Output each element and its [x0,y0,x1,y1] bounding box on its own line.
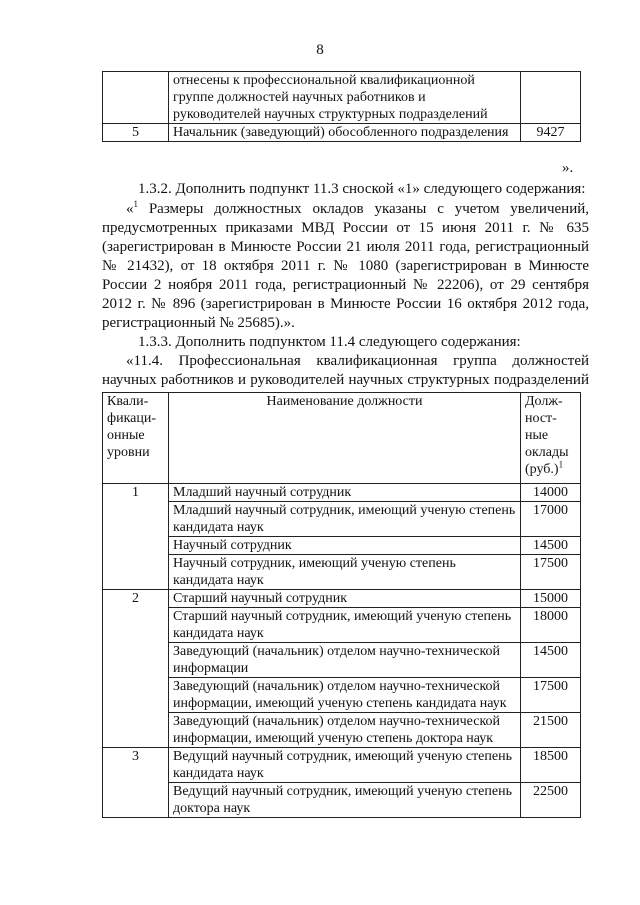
header-salary-text: Долж-ност-ные оклады (руб.) [525,394,569,477]
table-row [103,72,581,124]
level-cell: 5 [103,124,169,142]
position-cell: Начальник (заведующий) обособленного подразделения [169,124,521,142]
header-salary-sup: 1 [558,459,564,470]
footnote-line-1 [126,200,589,219]
paragraph-1-3-3: 1.3.3. Дополнить подпунктом 11.4 следующего содержания: [138,334,521,350]
header-position: Наименование должности [169,393,521,484]
footnote-line-6: 2012 г. № 896 (зарегистрирован в Минюсте России 16 октября 2012 года, [102,296,589,312]
paragraph-1-3-2: 1.3.2. Дополнить подпункт 11.3 сноской «1» следующего содержания: [138,181,586,197]
header-salary [521,393,581,484]
table-row [103,555,581,590]
table-row [103,590,581,608]
position-cell: Научный сотрудник [169,537,521,555]
salary-cell: 17500 [521,555,581,590]
position-cell: Научный сотрудник, имеющий ученую степень кандидата наук [169,555,521,590]
salary-cell: 21500 [521,713,581,748]
position-cell: отнесены к профессиональной квалификационной группе должностей научных работников и руководителей научных структурных подразделений [169,72,521,124]
salary-cell [521,72,581,124]
table-row [103,678,581,713]
table-row [103,783,581,818]
salary-cell: 22500 [521,783,581,818]
footnote-line-2: предусмотренных приказами МВД России от 15 июня 2011 г. № 635 [102,220,589,236]
closing-mark: ». [562,160,574,176]
table-row [103,713,581,748]
footnote-sup: 1 [133,199,138,209]
salary-cell: 15000 [521,590,581,608]
position-cell: Старший научный сотрудник [169,590,521,608]
salary-cell: 9427 [521,124,581,142]
salary-cell: 17500 [521,678,581,713]
position-cell: Ведущий научный сотрудник, имеющий ученую степень доктора наук [169,783,521,818]
level-cell: 2 [103,590,169,748]
top-table [102,71,581,142]
table-header-row [103,393,581,484]
footnote-line-7: регистрационный № 25685).». [102,315,295,331]
position-cell: Ведущий научный сотрудник, имеющий ученую степень кандидата наук [169,748,521,783]
footnote-open-quote: « [126,201,134,217]
table-row [103,537,581,555]
footnote-line-5: России 2 ноября 2011 года, регистрационный № 22206), от 29 сентября [102,277,589,293]
footnote-line-4: № 21432), от 18 октября 2011 г. № 1080 (зарегистрирован в Минюсте [102,258,589,274]
table-row [103,502,581,537]
table-row [103,608,581,643]
salary-cell: 18500 [521,748,581,783]
position-cell: Младший научный сотрудник [169,484,521,502]
position-cell: Младший научный сотрудник, имеющий ученую степень кандидата наук [169,502,521,537]
position-cell: Заведующий (начальник) отделом научно-технической информации, имеющий ученую степень доктора наук [169,713,521,748]
footnote-line-3: (зарегистрирован в Минюсте России 21 июля 2011 года, регистрационный [102,239,589,255]
salary-cell: 14500 [521,643,581,678]
level-cell [103,72,169,124]
page-number: 8 [316,42,324,58]
table-row [103,643,581,678]
table-row [103,124,581,142]
salary-table [102,392,581,818]
footnote-text-1: Размеры должностных окладов указаны с учетом увеличений, [138,201,589,217]
table-row [103,484,581,502]
paragraph-11-4-line-2: научных работников и руководителей научных структурных подразделений [102,372,589,388]
level-cell: 3 [103,748,169,818]
position-cell: Заведующий (начальник) отделом научно-технической информации [169,643,521,678]
salary-cell: 14000 [521,484,581,502]
salary-cell: 17000 [521,502,581,537]
table-row [103,748,581,783]
paragraph-11-4-line-1: «11.4. Профессиональная квалификационная группа должностей [126,353,589,369]
header-level: Квали-фикаци-онные уровни [103,393,169,484]
level-cell: 1 [103,484,169,590]
position-cell: Старший научный сотрудник, имеющий ученую степень кандидата наук [169,608,521,643]
position-cell: Заведующий (начальник) отделом научно-технической информации, имеющий ученую степень кандидата наук [169,678,521,713]
salary-cell: 18000 [521,608,581,643]
salary-cell: 14500 [521,537,581,555]
